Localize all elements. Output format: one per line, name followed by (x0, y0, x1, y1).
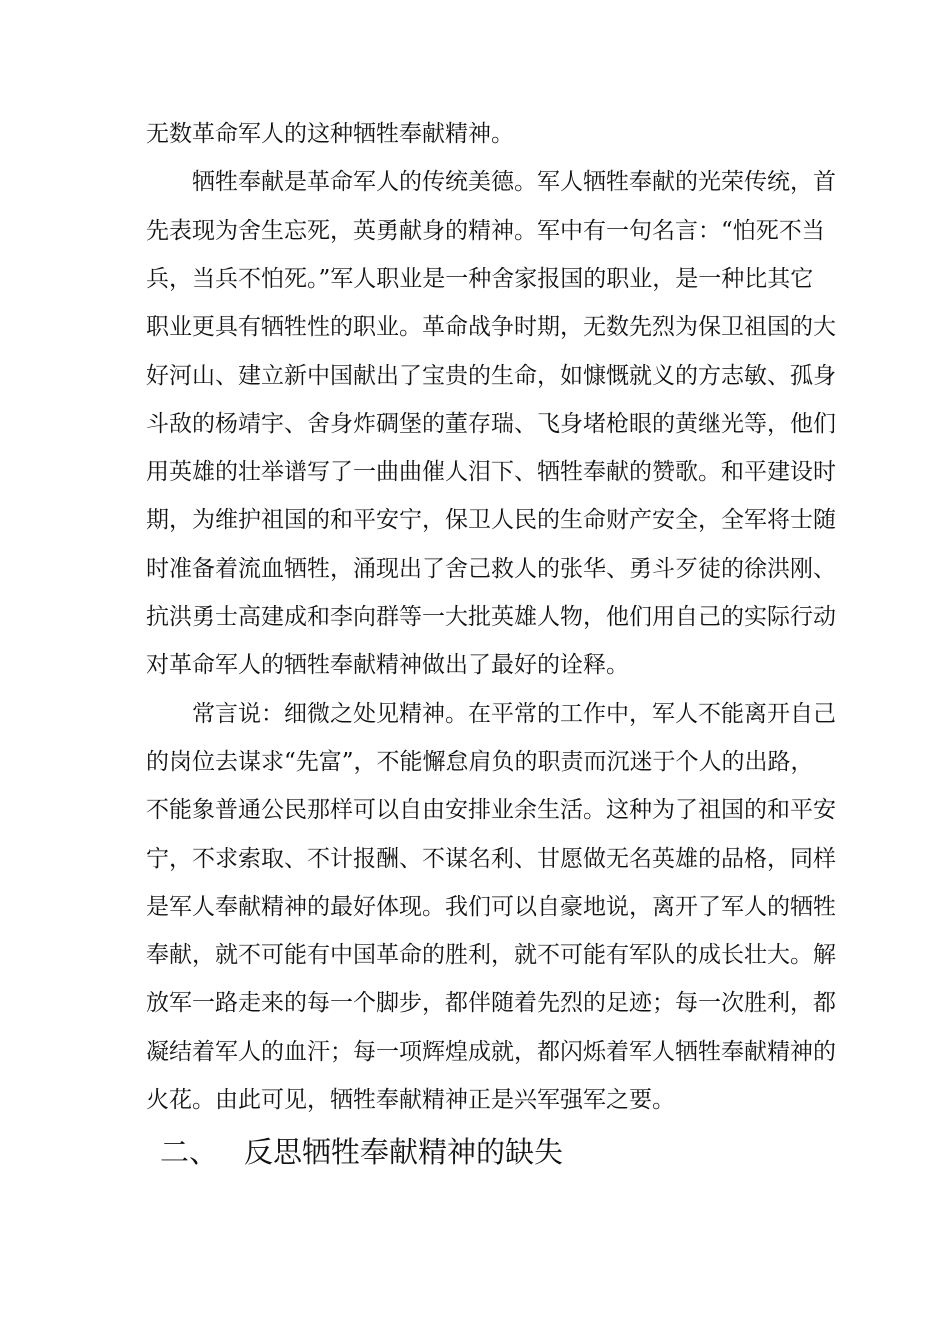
body-text-line: 放军一路走来的每一个脚步，都伴随着先烈的足迹；每一次胜利，都 (146, 990, 836, 1016)
body-text-line: 职业更具有牺牲性的职业。革命战争时期，无数先烈为保卫祖国的大 (146, 314, 836, 340)
section-title: 反思牺牲奉献精神的缺失 (244, 1135, 564, 1169)
body-text-line: 火花。由此可见，牺牲奉献精神正是兴军强军之要。 (146, 1087, 675, 1113)
body-text-line: 牺牲奉献是革命军人的传统美德。军人牺牲奉献的光荣传统，首 (192, 169, 836, 195)
body-text-line: 对革命军人的牺牲奉献精神做出了最好的诠释。 (146, 652, 629, 678)
body-text-line: 凝结着军人的血汗；每一项辉煌成就，都闪烁着军人牺牲奉献精神的 (146, 1039, 836, 1065)
body-text-line: 无数革命军人的这种牺牲奉献精神。 (146, 121, 514, 147)
body-text-line: 用英雄的壮举谱写了一曲曲催人泪下、牺牲奉献的赞歌。和平建设时 (146, 459, 836, 485)
body-text-line: 先表现为舍生忘死，英勇献身的精神。军中有一句名言：“怕死不当 (146, 218, 825, 244)
body-text-line: 好河山、建立新中国献出了宝贵的生命，如慷慨就义的方志敏、孤身 (146, 363, 836, 389)
body-text-line: 是军人奉献精神的最好体现。我们可以自豪地说，离开了军人的牺牲 (146, 894, 836, 920)
body-text-line: 常言说：细微之处见精神。在平常的工作中，军人不能离开自己 (192, 701, 836, 727)
body-text-line: 抗洪勇士高建成和李向群等一大批英雄人物，他们用自己的实际行动 (146, 604, 836, 630)
body-text-line: 斗敌的杨靖宇、舍身炸碉堡的董存瑞、飞身堵枪眼的黄继光等，他们 (146, 411, 836, 437)
body-text-line: 宁，不求索取、不计报酬、不谋名利、甘愿做无名英雄的品格，同样 (146, 846, 836, 872)
body-text-line: 时准备着流血牺牲，涌现出了舍己救人的张华、勇斗歹徒的徐洪刚、 (146, 556, 836, 582)
section-heading (160, 1126, 563, 1178)
section-number: 二、 (160, 1135, 219, 1169)
body-text-line: 不能象普通公民那样可以自由安排业余生活。这种为了祖国的和平安 (146, 797, 836, 823)
body-text-line: 期，为维护祖国的和平安宁，保卫人民的生命财产安全，全军将士随 (146, 507, 836, 533)
body-text-line: 兵，当兵不怕死。”军人职业是一种舍家报国的职业，是一种比其它 (146, 266, 814, 292)
body-text-line: 的岗位去谋求“先富”，不能懈怠肩负的职责而沉迷于个人的出路， (146, 749, 814, 775)
body-text-line: 奉献，就不可能有中国革命的胜利，就不可能有军队的成长壮大。解 (146, 942, 836, 968)
